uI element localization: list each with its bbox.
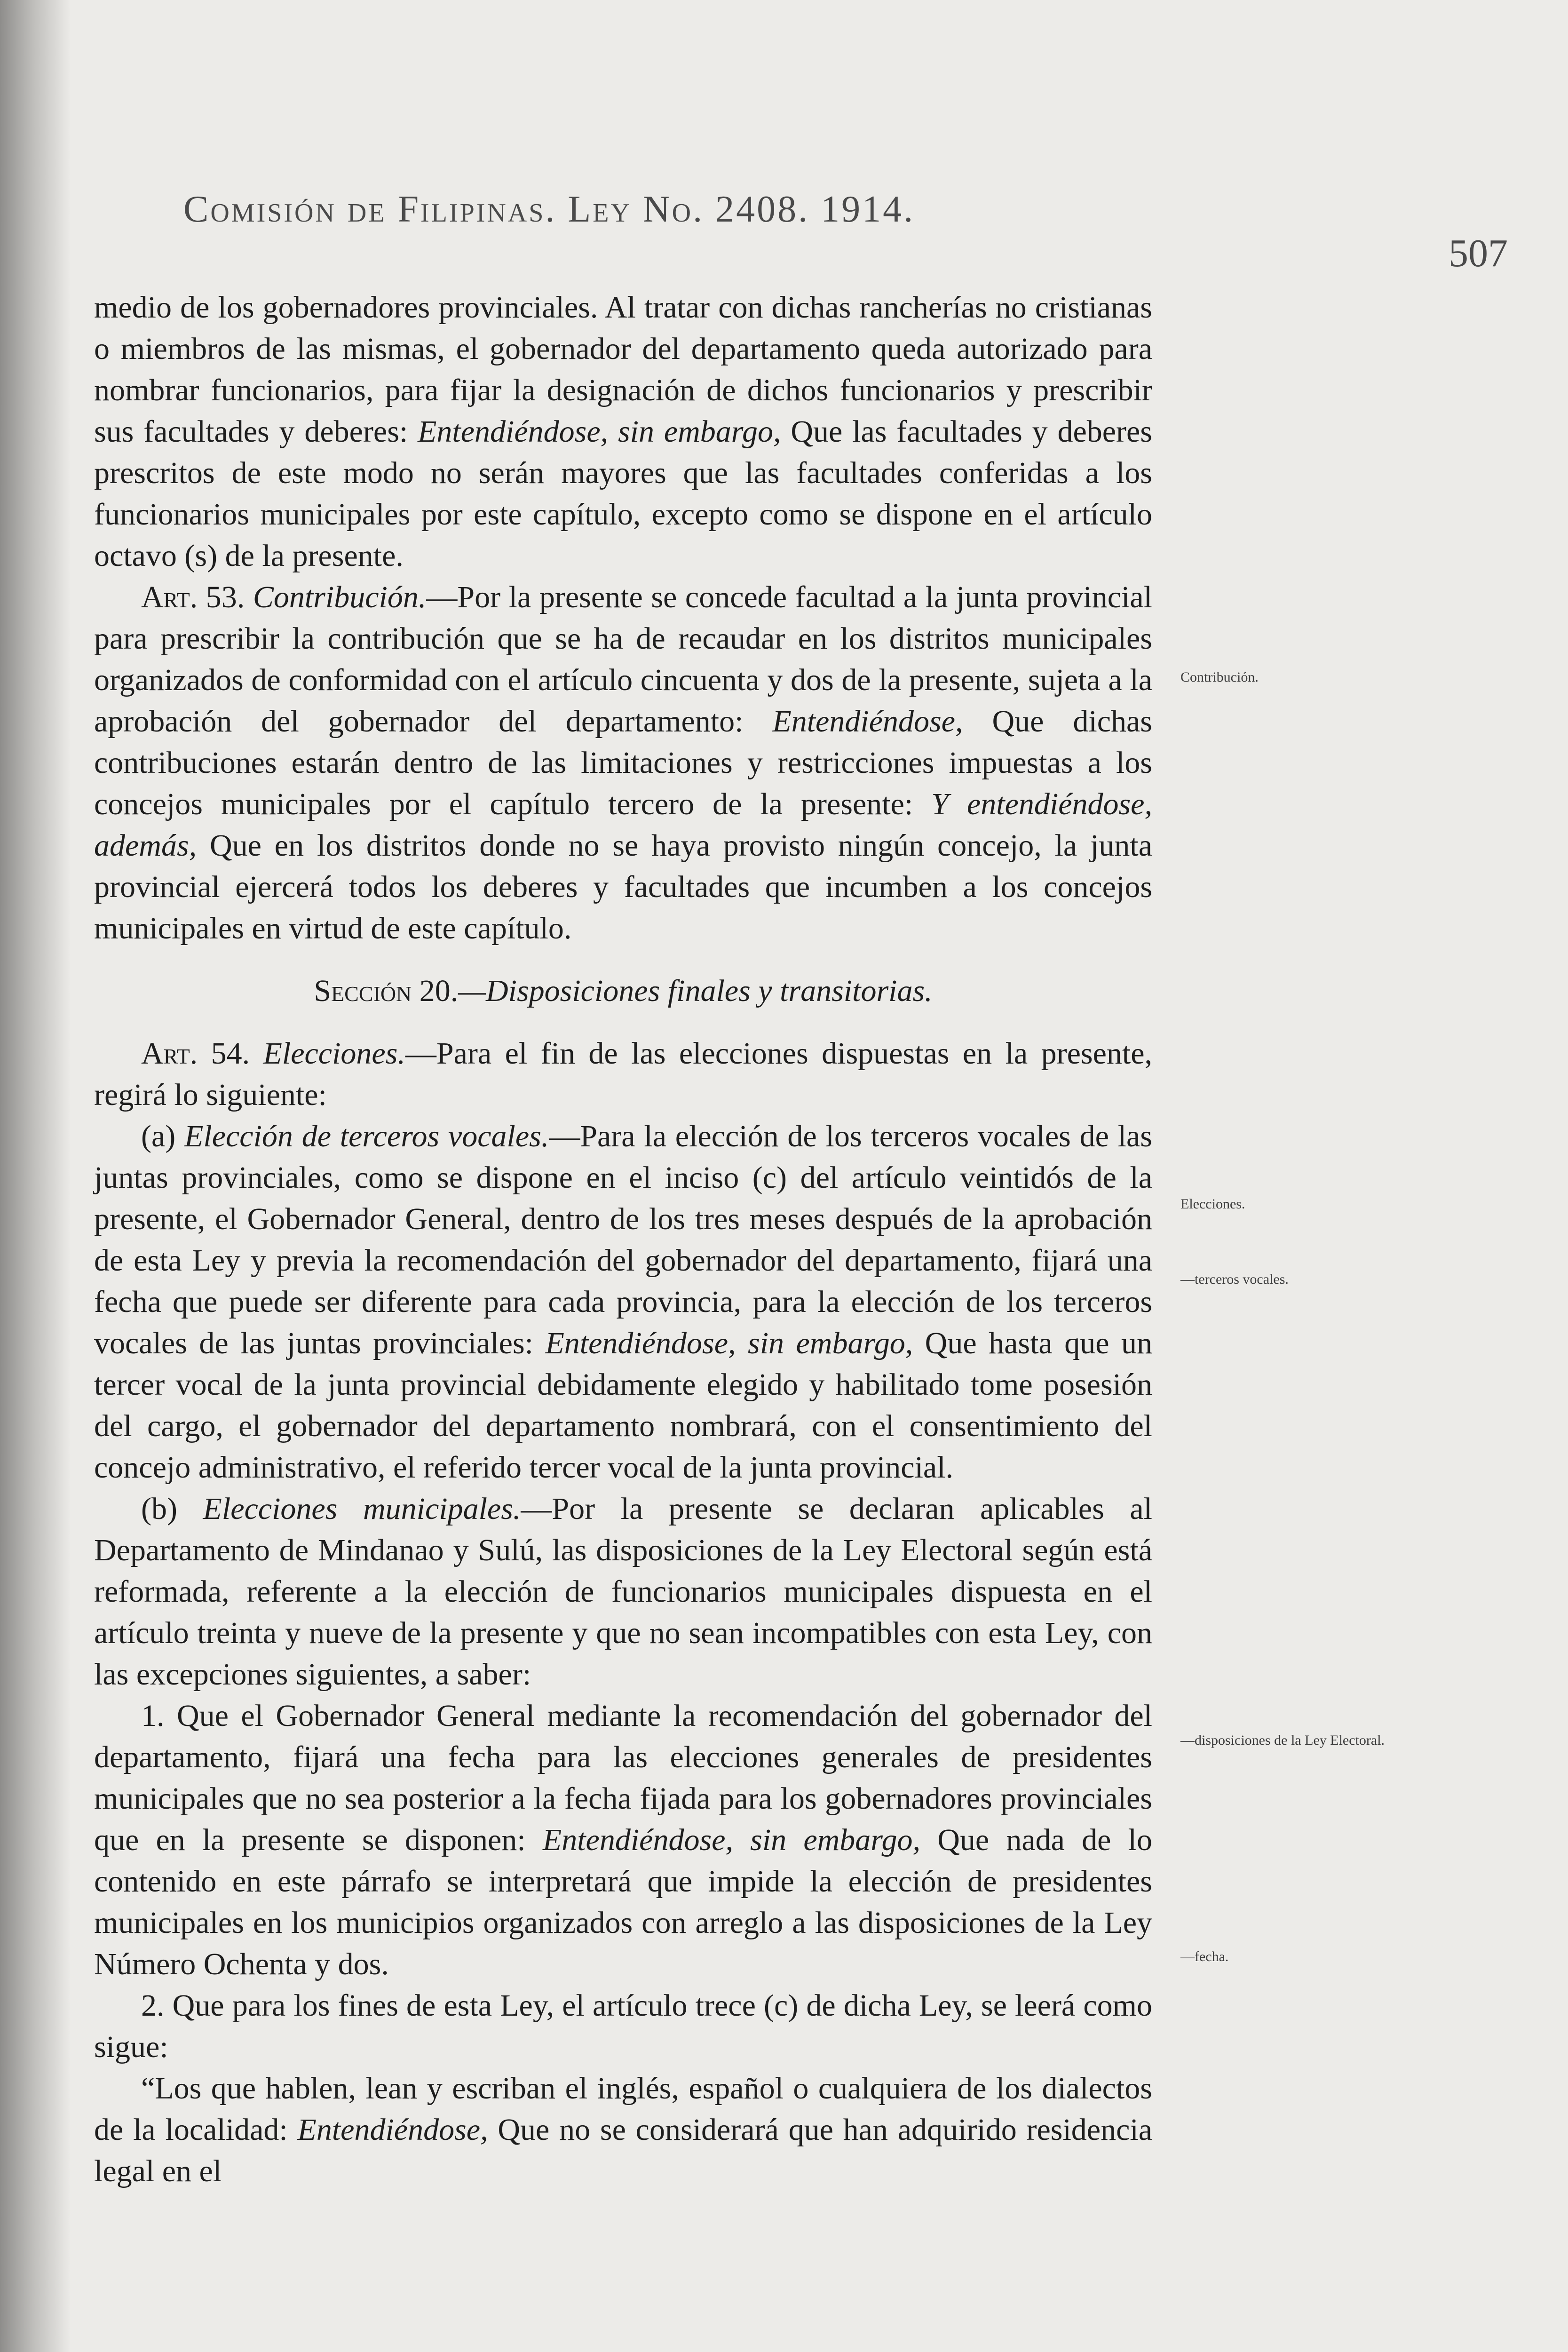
italic-run: Entendiéndose, sin embargo, — [542, 1823, 921, 1857]
text-run: —Para la elección de los terceros vocales de las juntas provinciales, como se dispone en el inciso (c) del artículo veintidós de la presente, el Gobernador General, dentro de los tres meses después de la aprobación de esta Ley y previa la recomendación del gobernador del departamento, fijará una fecha que puede ser diferente para cada provincia, para la elección de los terceros vocales de las juntas provinciales: — [94, 1119, 1152, 1360]
clause-label: (b) — [141, 1492, 177, 1526]
italic-run: Entendiéndose, sin embargo, — [418, 414, 781, 449]
running-head — [183, 188, 1077, 231]
clause-a — [94, 1116, 1152, 1488]
clause-label: (a) — [141, 1119, 176, 1153]
margin-note-elecciones: Elecciones. — [1180, 1196, 1245, 1212]
text-run: Que las facultades y deberes prescritos de este modo no serán mayores que las facultades conferidas a los funcionarios municipales por este capítulo, excepto como se dispone en el artículo octavo (s) de la presente. — [94, 414, 1152, 573]
article-54 — [94, 1033, 1152, 1116]
text-run: —Por la presente se declaran aplicables al Departamento de Mindanao y Sulú, las disposiciones de la Ley Electoral según está reformada, referente a la elección de funcionarios municipales dispuesta en el artículo treinta y nueve de la presente y que no sean incompatibles con esta Ley, con las excepciones siguientes, a saber: — [94, 1492, 1153, 1692]
body-text — [94, 287, 1152, 2192]
page-number: 507 — [1449, 231, 1508, 275]
margin-note-disposiciones: —disposiciones de la Ley Electoral. — [1180, 1732, 1385, 1748]
running-head-text: Comisión de Filipinas. Ley No. 2408. 1914. — [183, 189, 915, 230]
paragraph-continuation — [94, 287, 1152, 577]
article-title: Contribución. — [253, 580, 427, 614]
section-title: —Disposiciones finales y transitorias. — [458, 974, 933, 1008]
italic-run: Entendiéndose, — [772, 704, 963, 739]
text-run: medio de los gobernadores provinciales. Al tratar con dichas rancherías no cristianas o miembros de las mismas, el gobernador del departamento queda autorizado para nombrar funcionarios, para fijar la designación de dichos funcionarios y prescribir sus facultades y deberes: — [94, 290, 1152, 449]
clause-title: Elecciones municipales. — [203, 1492, 521, 1526]
text-run: “Los que hablen, lean y escriban el inglés, español o cualquiera de los dialectos de la localidad: — [94, 2071, 1152, 2147]
margin-note-fecha: —fecha. — [1180, 1949, 1229, 1964]
clause-title: Elección de terceros vocales. — [184, 1119, 549, 1153]
margin-note-terceros: —terceros vocales. — [1180, 1271, 1289, 1287]
article-label: Art. 54. — [141, 1036, 250, 1071]
text-run: 2. Que para los fines de esta Ley, el artículo trece (c) de dicha Ley, se leerá como sigue: — [94, 1988, 1152, 2064]
margin-note-contribucion: Contribución. — [1180, 669, 1259, 685]
text-run: Que hasta que un tercer vocal de la junta provincial debidamente elegido y habilitado tome posesión del cargo, el gobernador del departamento nombrará, con el consentimiento del concejo administrativo, el referido tercer vocal de la junta provincial. — [94, 1326, 1152, 1485]
article-label: Art. 53. — [141, 580, 245, 614]
binding-shadow — [0, 0, 71, 2352]
italic-run: Entendiéndose, — [297, 2113, 488, 2147]
text-run: Que nada de lo contenido en este párrafo se interpretará que impide la elección de presidentes municipales en los municipios organizados con arreglo a las disposiciones de la Ley Número Ochenta y dos. — [94, 1823, 1152, 1981]
text-run: Que en los distritos donde no se haya provisto ningún concejo, la junta provincial ejercerá todos los deberes y facultades que incumben a los concejos municipales en virtud de este capítulo. — [94, 828, 1152, 946]
text-run: —Para el fin de las elecciones dispuestas en la presente, regirá lo siguiente: — [94, 1036, 1153, 1112]
text-run: Que no se considerará que han adquirido residencia legal en el — [94, 2113, 1152, 2188]
italic-run: Entendiéndose, sin embargo, — [545, 1326, 913, 1360]
quoted-text — [94, 2068, 1152, 2192]
article-title: Elecciones. — [263, 1036, 405, 1071]
text-run: Que dichas contribuciones estarán dentro de las limitaciones y restricciones impuestas a los concejos municipales por el capítulo tercero de la presente: — [94, 704, 1152, 821]
italic-run: Y entendiéndose, además, — [94, 787, 1152, 863]
item-1 — [94, 1695, 1152, 1985]
text-run: 1. Que el Gobernador General mediante la recomendación del gobernador del departamento, fijará una fecha para las elecciones generales de presidentes municipales que no sea posterior a la fecha fijada para los gobernadores provinciales que en la presente se disponen: — [94, 1699, 1152, 1857]
text-run: —Por la presente se concede facultad a la junta provincial para prescribir la contribución que se ha de recaudar en los distritos municipales organizados de conformidad con el artículo cincuenta y dos de la presente, sujeta a la aprobación del gobernador del departamento: — [94, 580, 1153, 739]
clause-b — [94, 1488, 1152, 1695]
section-heading — [94, 970, 1152, 1012]
item-2 — [94, 1985, 1152, 2068]
section-label: Sección 20. — [314, 974, 459, 1008]
article-53 — [94, 577, 1152, 949]
